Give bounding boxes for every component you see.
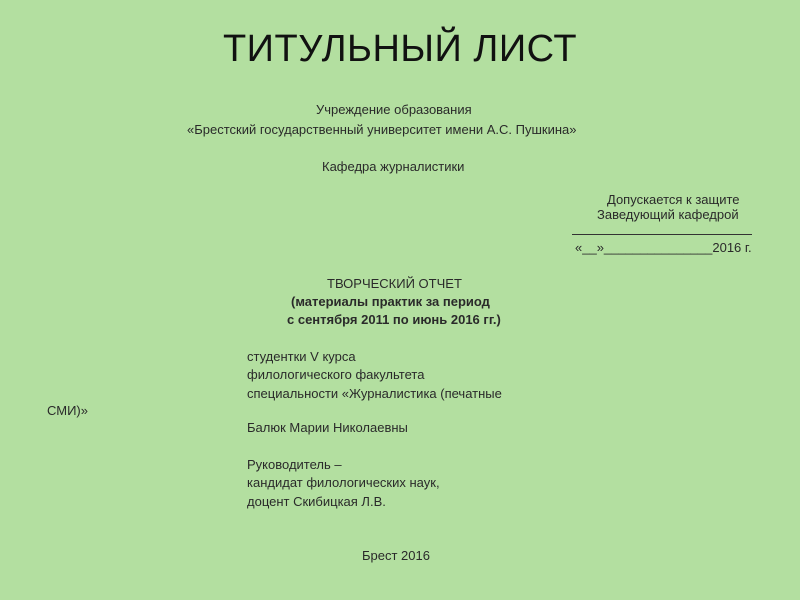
page-title: ТИТУЛЬНЫЙ ЛИСТ — [222, 28, 578, 70]
admission-date-line: «__»_______________2016 г. — [575, 240, 752, 255]
student-line-2: филологического факультета — [247, 367, 425, 382]
admission-line-1: Допускается к защите — [607, 192, 740, 207]
supervisor-line-2: кандидат филологических наук, — [247, 475, 440, 490]
supervisor-line-3: доцент Скибицкая Л.В. — [247, 494, 386, 509]
student-line-1: студентки V курса — [247, 349, 356, 364]
department-name: Кафедра журналистики — [322, 159, 465, 174]
report-subtitle-1: (материалы практик за период — [291, 294, 490, 309]
student-line-4: СМИ)» — [47, 403, 88, 418]
institution-line-2: «Брестский государственный университет имени А.С. Пушкина» — [187, 122, 577, 137]
report-subtitle-2: с сентября 2011 по июнь 2016 гг.) — [287, 312, 501, 327]
signature-line — [572, 234, 752, 235]
institution-line-1: Учреждение образования — [316, 102, 472, 117]
student-name: Балюк Марии Николаевны — [247, 420, 408, 435]
student-line-3: специальности «Журналистика (печатные — [247, 386, 502, 401]
supervisor-line-1: Руководитель – — [247, 457, 342, 472]
admission-line-2: Заведующий кафедрой — [597, 207, 739, 222]
city-year: Брест 2016 — [362, 548, 430, 563]
report-title: ТВОРЧЕСКИЙ ОТЧЕТ — [327, 276, 462, 291]
